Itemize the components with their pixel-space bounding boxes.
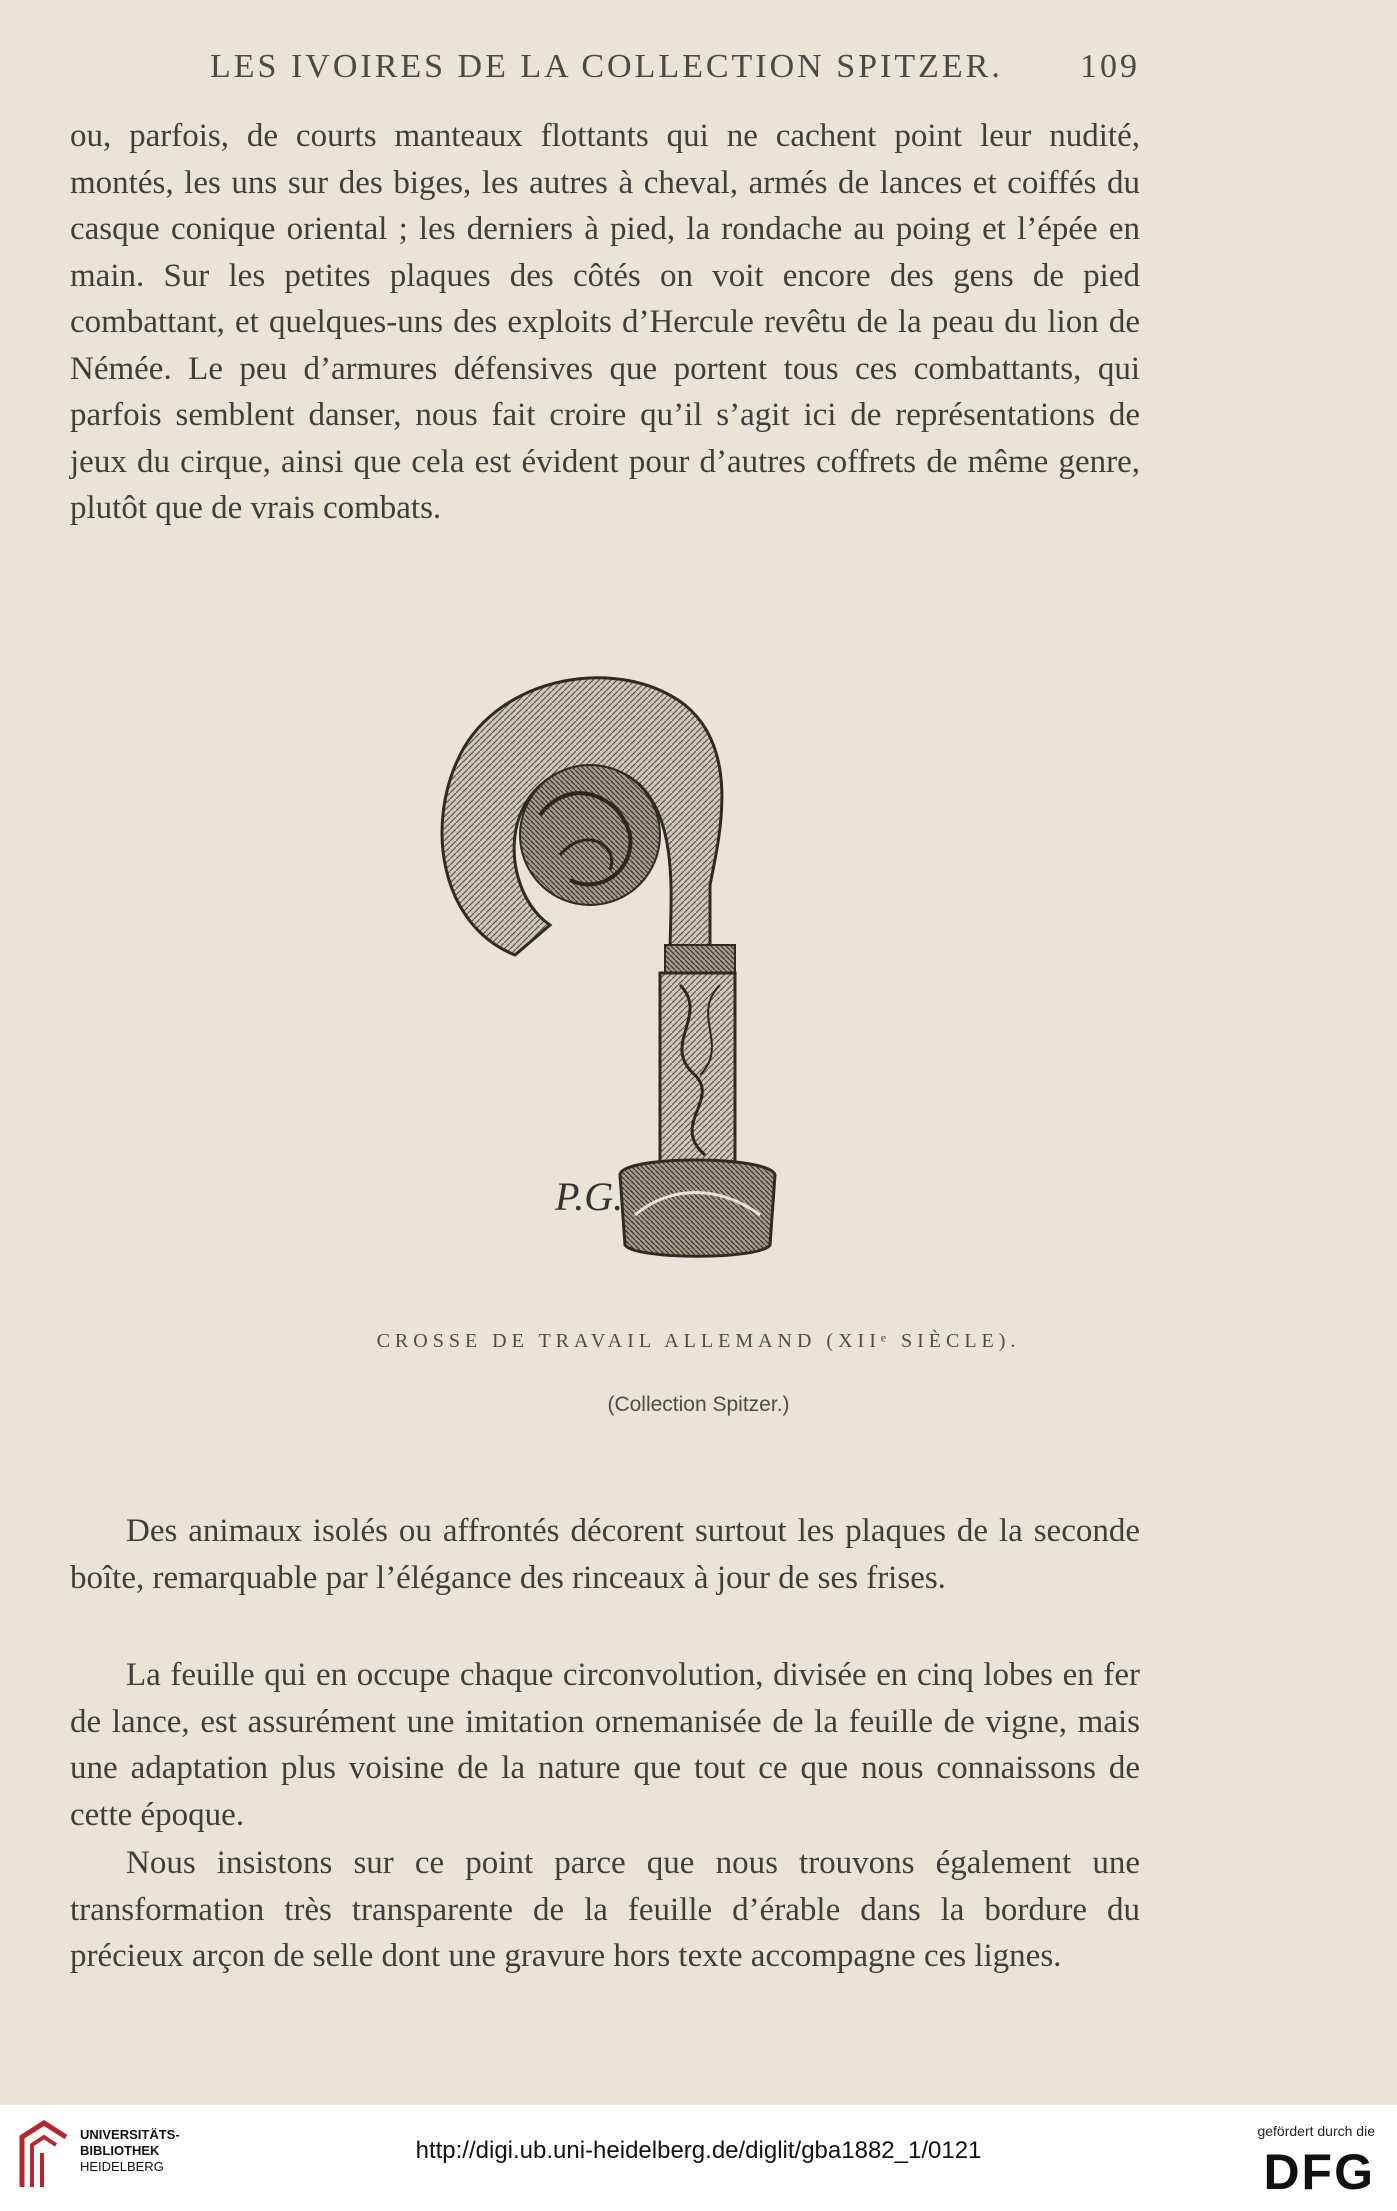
digitization-footer — [0, 2105, 1397, 2211]
figure-subcaption: (Collection Spitzer.) — [607, 1393, 790, 1416]
paragraph-2: Des animaux isolés ou affrontés décorent surtout les plaques de la seconde boîte, remarquable par l’élégance des rinceaux à jour de ses frises. — [70, 1513, 1140, 1596]
figure-caption: CROSSE DE TRAVAIL ALLEMAND (XIIᵉ SIÈCLE). — [376, 1330, 1021, 1352]
funding-note: gefördert durch die — [1257, 2123, 1375, 2139]
crozier-shaft — [660, 973, 735, 1165]
paragraph-4: Nous insistons sur ce point parce que nous trouvons également une transformation très transparente de la feuille d’érable dans la bordure du précieux arçon de selle dont une gravure hors texte accompagne ces lignes. — [70, 1845, 1140, 1974]
running-title: LES IVOIRES DE LA COLLECTION SPITZER. — [210, 48, 1003, 85]
page-number: 109 — [1080, 48, 1140, 85]
artist-monogram: P.G. — [555, 1174, 624, 1219]
library-name: UNIVERSITÄTS- BIBLIOTHEK HEIDELBERG — [80, 2127, 180, 2174]
paragraph-3: La feuille qui en occupe chaque circonvolution, divisée en cinq lobes en fer de lance, est assurément une imitation ornemanisée de la feuille de vigne, mais une adaptation plus voisine de la nature que tout ce que nous connaissons de cette époque. — [70, 1657, 1140, 1833]
dfg-logo: DFG — [1263, 2144, 1375, 2200]
paragraph-1: ou, parfois, de courts manteaux flottants qui ne cachent point leur nudité, montés, les uns sur des biges, les autres à cheval, armés de lances et coiffés du casque conique oriental ; les derniers à pied, la rondache au poing et l’épée en main. Sur les petites plaques des côtés on voit encore des gens de pied combattant, et quelques-uns des exploits d’Hercule revêtu de la peau du lion de Némée. Le peu d’armures défensives que portent tous ces combattants, qui parfois semblent danser, nous fait croire qu’il s’agit ici de représentations de jeux du cirque, ainsi que cela est évident pour d’autres coffrets de même genre, plutôt que de vrais combats. — [70, 118, 1140, 526]
crozier-illustration — [420, 655, 890, 1305]
permalink-url[interactable]: http://digi.ub.uni-heidelberg.de/diglit/gba1882_1/0121 — [415, 2137, 982, 2164]
